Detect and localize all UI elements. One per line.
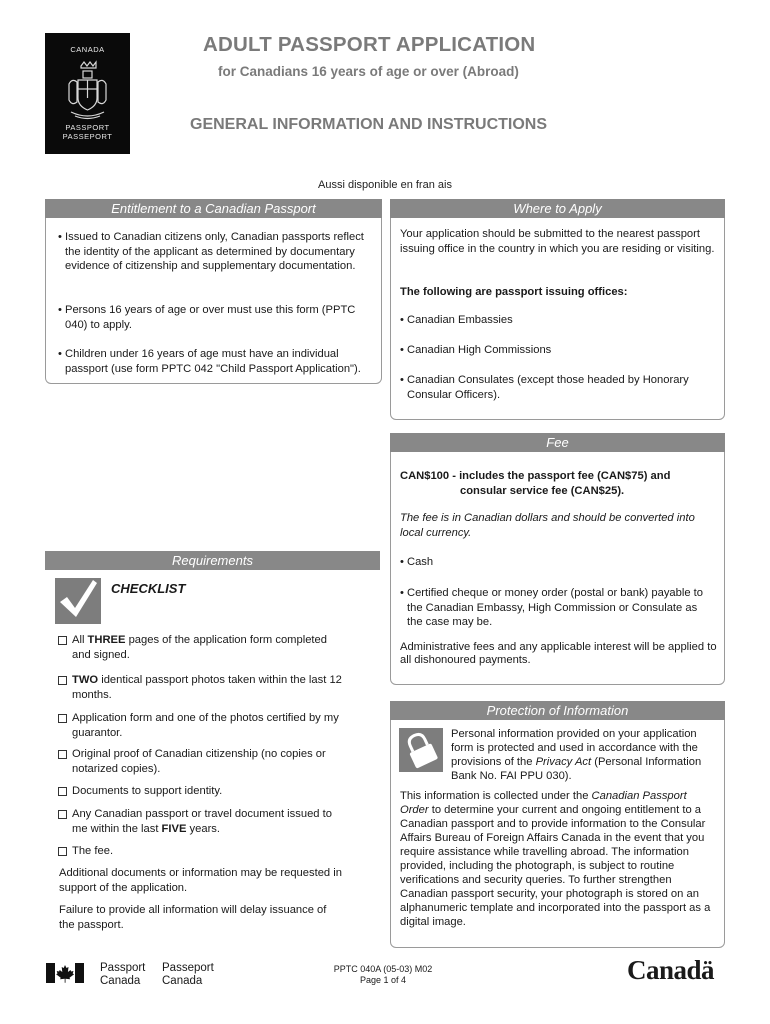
failure-note: Failure to provide all information will delay issuance of the passport. [59,904,327,931]
canada-flag-icon [46,963,84,983]
page-subtitle: for Canadians 16 years of age or over (Abroad) [218,64,519,79]
fee-box [390,433,725,685]
checkbox-icon [58,714,67,723]
checkmark-icon [55,578,101,624]
protection-para1: Personal information provided on your application form is protected and used in accordance with the provisions of the Privacy Act (Personal Information Bank No. FAI PPU 030). [451,728,702,782]
where-to-apply-box [390,199,725,420]
checklist-item [58,747,348,776]
protection-heading: Protection of Information [390,701,725,720]
canada-wordmark: Canadä [627,955,715,985]
checkbox-icon [58,750,67,759]
passport-labels: PASSPORT PASSEPORT [62,123,113,141]
checklist-item-text: Application form and one of the photos certified by my guarantor. [72,712,339,739]
padlock-icon-svg [399,728,443,772]
list-item: • Canadian High Commissions [400,344,552,356]
page-number: Page 1 of 4 [359,975,407,985]
passport-cover-image [45,33,130,154]
checklist-item [58,633,348,662]
fee-amount-line2: consular service fee (CAN$25). [460,485,625,497]
checklist-item [58,784,348,799]
checklist-item-text: All THREE pages of the application form completed and signed. [72,634,327,661]
protection-para2: This information is collected under the Canadian Passport Order to determine your current and ongoing entitlement to a Canadian passport and to provide information to the Consular Affairs Bureau of Foreign Affairs Canada in the event that you require assistance while travelling abroad. The information provided, including the photograph, is subject to routine verifications and security queries. To further strengthen Canadian passport security, your photograph is stored on an alphanumeric template and incorporated into the passport as a digital image. [400,790,711,928]
requirements-heading-bar [45,551,380,570]
protection-box [390,701,725,948]
checkbox-icon [58,847,67,856]
checklist-item [58,711,348,740]
passport-country: CANADA [70,45,105,54]
list-item: • Canadian Consulates (except those headed by Honorary Consular Officers). [400,374,689,401]
fee-admin-note: Administrative fees and any applicable interest will be applied to all dishonoured payments. [400,641,717,666]
checklist-item [58,844,348,859]
checkmark-icon-svg [55,578,101,624]
checklist-item-text: The fee. [72,845,114,857]
list-item: • Cash [400,556,434,568]
where-heading: Where to Apply [390,199,725,218]
requirements-heading: Requirements [172,553,253,568]
checklist-item-text: TWO identical passport photos taken within the last 12 months. [72,674,342,701]
fee-heading: Fee [390,433,725,452]
list-item: • Issued to Canadian citizens only, Canadian passports reflect the identity of the applicant as determined by documentary evidence of citizenship and supplementary documentation. [58,231,364,273]
checklist-item [58,807,348,836]
canada-flag-svg [46,963,84,983]
checklist-item-text: Original proof of Canadian citizenship (no copies or notarized copies). [72,748,326,775]
where-intro: Your application should be submitted to the nearest passport issuing office in the country in which you are residing or visiting. [400,228,715,255]
checklist-item-text: Documents to support identity. [72,785,223,797]
checkbox-icon [58,787,67,796]
additional-documents-note: Additional documents or information may be requested in support of the application. [59,867,342,894]
french-availability-note: Aussi disponible en fran ais [318,179,452,191]
checklist-title: CHECKLIST [111,581,186,596]
checklist-item-text: Any Canadian passport or travel document issued to me within the last FIVE years. [72,808,332,835]
checkbox-icon [58,636,67,645]
entitlement-box [45,199,382,384]
coat-of-arms-icon [65,60,110,122]
fee-currency-note: The fee is in Canadian dollars and should be converted into local currency. [400,512,695,539]
offices-heading: The following are passport issuing offices: [400,286,628,298]
section-title: GENERAL INFORMATION AND INSTRUCTIONS [190,116,548,133]
list-item: • Certified cheque or money order (postal or bank) payable to the Canadian Embassy, High Commission or Consulate as the case may be. [400,587,704,629]
checkbox-icon [58,810,67,819]
list-item: • Children under 16 years of age must have an individual passport (use form PPTC 042 "Child Passport Application"). [58,348,361,375]
page-title: ADULT PASSPORT APPLICATION [203,33,536,56]
entitlement-heading: Entitlement to a Canadian Passport [45,199,382,218]
fee-amount-line1: CAN$100 - includes the passport fee (CAN$75) and [400,470,671,482]
checklist-item [58,673,348,702]
padlock-icon [399,728,443,772]
list-item: • Canadian Embassies [400,314,513,326]
org-name-fr: Passeport Canada [162,962,214,987]
org-name-en: Passport Canada [100,962,146,987]
checkbox-icon [58,676,67,685]
form-code: PPTC 040A (05-03) M02 Page 1 of 4 [318,964,448,986]
list-item: • Persons 16 years of age or over must use this form (PPTC 040) to apply. [58,304,356,331]
